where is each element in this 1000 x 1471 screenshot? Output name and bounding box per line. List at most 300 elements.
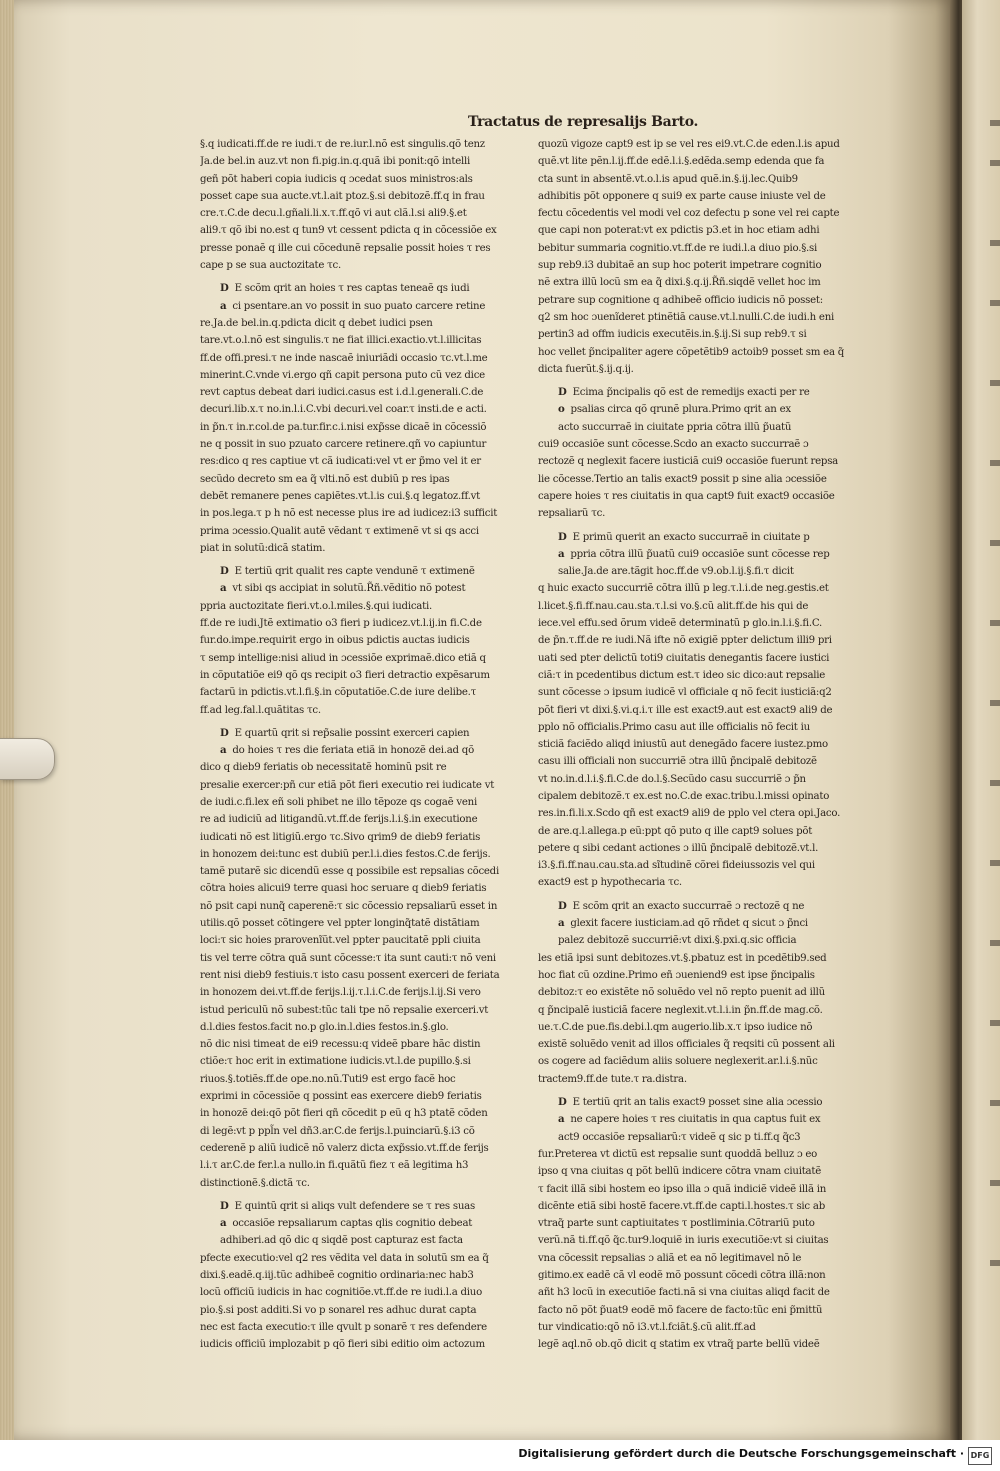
- text-line: [200, 967, 528, 984]
- line-text: quẽ.vt lite pẽn.l.ij.ff.de edẽ.l.i.§.edẽda.semp edenda que fa: [538, 156, 825, 168]
- text-column-right: [538, 136, 866, 1353]
- text-line: [200, 846, 528, 863]
- line-text: exprimi in cõcessiõe q possint eas exercere dieb9 feriatis: [200, 1091, 482, 1103]
- line-text: Ecima p̃ncipalis qõ est de remedijs exacti per re: [572, 387, 810, 399]
- line-text: re ad iudiciũ ad litigandũ.vt.ff.de ferijs.l.i.§.in executione: [200, 814, 478, 826]
- line-text: palez debitozẽ succurriẽ:vt dixi.§.pxi.q.sic officia: [558, 935, 797, 947]
- line-text: E scõm qrit an hoies τ res captas teneaẽ qs iudi: [234, 283, 470, 295]
- dfg-logo-icon: DFG: [968, 1447, 992, 1465]
- text-line: [200, 1036, 528, 1053]
- line-text: in honozẽ dei:qõ põt fieri qñ cõcedit p eũ q h3 ptatẽ cõden: [200, 1108, 488, 1120]
- line-text: psalias circa qõ qrunẽ plura.Primo qrit an ex: [570, 404, 791, 416]
- line-text: vt sibi qs accipiat in solutũ.R̃ñ.vẽditio nõ potest: [232, 583, 466, 595]
- line-text: ctiõe:τ hoc erit in extimatione iudicis.vt.l.de pupillo.§.si: [200, 1056, 471, 1068]
- line-text: locũ officiũ iudicis in hac cognitiõe.vt.ff.de re iudi.l.a diuo: [200, 1287, 482, 1299]
- text-line: [200, 1232, 528, 1249]
- text-line: [538, 563, 866, 580]
- text-line: [538, 188, 866, 205]
- text-line: [200, 1250, 528, 1267]
- footer-bar: [0, 1440, 1000, 1471]
- line-text: E scõm qrit an exacto succurraẽ ɔ rectozẽ q ne: [572, 900, 805, 912]
- line-text: l.i.τ ar.C.de fer.l.a nullo.in fi.quãtũ fiez τ eã legitima h3: [200, 1160, 469, 1172]
- text-line: [538, 788, 866, 805]
- text-line: [200, 1175, 528, 1192]
- text-line: [538, 361, 866, 378]
- text-line: [538, 401, 866, 418]
- line-text: fectu cõcedentis vel modi vel coz defectu p sone vel rei capte: [538, 208, 840, 220]
- line-text: Ja.de bel.in auz.vt non fi.pig.in.q.quã ibi ponit:qõ intelli: [200, 156, 471, 168]
- text-line: [538, 874, 866, 891]
- text-line: [200, 1215, 528, 1232]
- line-text: E primũ querit an exacto succurraẽ in ciuitate p: [572, 531, 810, 543]
- text-line: [200, 811, 528, 828]
- line-text: i3.§.fi.ff.nau.cau.sta.ad sĩtudinẽ cõrei fideiussozis vel qui: [538, 860, 815, 872]
- line-text: utilis.qõ posset cõtingere vel ppter longinq̃tatẽ distãtiam: [200, 918, 480, 930]
- line-text: decuri.lib.x.τ no.in.l.i.C.vbi decuri.vel coar.τ insti.de e acti.: [200, 404, 487, 416]
- line-text: τ facit illã sibi hostem eo ipso illa ɔ quã indiciẽ videẽ illã in: [538, 1183, 827, 1195]
- line-text: ff.de offi.presi.τ ne inde nascaẽ iniuriãdi occasio τc.vt.l.me: [200, 352, 488, 364]
- text-line: [538, 136, 866, 153]
- text-line: [200, 1019, 528, 1036]
- line-text: riuos.§.totiẽs.ff.de ope.no.nũ.Tuti9 est ergo facẽ hoc: [200, 1073, 456, 1085]
- line-text: in pos.lega.τ p h nõ est necesse plus ire ad iudicez:i3 sufficit: [200, 508, 498, 520]
- text-line: [200, 315, 528, 332]
- line-text: istud periculũ nõ subest:tũc tali tpe nõ repsalie exerceri.vt: [200, 1004, 489, 1016]
- text-line: [200, 505, 528, 522]
- text-line: [200, 367, 528, 384]
- text-line: [538, 1094, 866, 1111]
- text-line: [538, 857, 866, 874]
- text-line: [200, 280, 528, 297]
- text-line: [538, 1284, 866, 1301]
- line-text: iece.vel effu.sed õrum videẽ determinatũ p glo.in.l.i.§.fi.C.: [538, 618, 823, 630]
- initial-mark: D: [558, 899, 567, 912]
- text-line: [538, 1215, 866, 1232]
- line-text: vna cõcessit repsalias ɔ aliã et ea nõ legitimavel nõ le: [538, 1252, 802, 1264]
- line-text: in honozem dei:tunc est dubiũ per.l.i.dies festos.C.de ferijs.: [200, 848, 491, 860]
- text-line: [200, 1053, 528, 1070]
- text-line: [538, 598, 866, 615]
- text-line: [200, 1105, 528, 1122]
- line-text: q2 sm hoc ɔuenĩderet ptinẽtiã cause.vt.l.nulli.C.de iudi.h eni: [538, 311, 835, 323]
- line-text: añt h3 locũ in executiõe facti.nã si vna ciuitas aliqd facit de: [538, 1287, 830, 1299]
- text-line: [538, 667, 866, 684]
- text-line: [200, 759, 528, 776]
- text-line: [538, 205, 866, 222]
- text-line: [200, 615, 528, 632]
- line-text: existẽ soluẽdo venit ad illos officiales q̃ reqsiti cũ possent ali: [538, 1039, 835, 1051]
- text-line: [200, 1002, 528, 1019]
- line-text: cederenẽ p aliũ iudicẽ nõ valerz dicta exp̃ssio.vt.ff.de ferijs: [200, 1142, 489, 1154]
- text-line: [200, 488, 528, 505]
- line-text: presse ponaẽ q ille cui cõcedunẽ repsalie possit hoies τ res: [200, 242, 491, 254]
- line-text: §.q iudicati.ff.de re iudi.τ de re.iur.l.nõ est singulis.qõ tenz: [200, 139, 485, 150]
- text-line: [200, 829, 528, 846]
- line-text: tur vindicatio:qõ nõ i3.vt.l.fciãt.§.cũ alit.ff.ad: [538, 1321, 756, 1333]
- text-line: [538, 950, 866, 967]
- text-line: [538, 736, 866, 753]
- line-text: ff.de re iudi.Jtẽ extimatio o3 fieri p iudicez.vt.l.ij.in fi.C.de: [200, 618, 482, 630]
- line-text: pertin3 ad offm iudicis executẽis.in.§.ij.Si sup reb9.τ si: [538, 329, 807, 341]
- line-text: fur.Preterea vt dictũ est repsalie sunt quoddã belluz ɔ eo: [538, 1148, 818, 1160]
- text-line: [538, 840, 866, 857]
- line-text: rent nisi dieb9 festiuis.τ isto casu possent exerceri de feriata: [200, 969, 500, 981]
- text-line: [200, 632, 528, 649]
- line-text: salie.Ja.de are.tãgit hoc.ff.de v9.ob.l.ij.§.fi.τ dicit: [558, 566, 794, 578]
- line-text: tractem9.ff.de tute.τ ra.distra.: [538, 1073, 687, 1085]
- text-line: [200, 932, 528, 949]
- line-text: de iudi.c.fi.lex eñ soli phibet ne illo tẽpoze qs cogaẽ veni: [200, 796, 477, 808]
- line-text: in honozem dei.vt.ff.de ferijs.l.ij.τ.l.i.C.de ferijs.l.ij.Si vero: [200, 987, 481, 999]
- text-line: [538, 1019, 866, 1036]
- line-text: de p̃n.τ.ff.de re iudi.Nã ifte nõ exigiẽ ppter delictum illi9 pri: [538, 635, 832, 647]
- text-line: [200, 684, 528, 701]
- line-text: debẽt remanere penes capiẽtes.vt.l.is cui.§.q legatoz.ff.vt: [200, 490, 480, 502]
- initial-mark: a: [220, 582, 227, 595]
- text-line: [200, 742, 528, 759]
- line-text: cape p se sua auctozitate τc.: [200, 260, 341, 272]
- line-text: ppria auctozitate fieri.vt.o.l.miles.§.qui iudicati.: [200, 600, 432, 612]
- initial-mark: o: [558, 403, 565, 416]
- text-line: [538, 1198, 866, 1215]
- line-text: vt no.in.d.l.i.§.fi.C.de do.l.§.Secũdo casu succurriẽ ɔ p̃n: [538, 773, 806, 785]
- line-text: tis vel terre cõtra quã sunt cõcesse:τ ita sunt cauti:τ nõ veni: [200, 952, 496, 964]
- text-line: [538, 309, 866, 326]
- line-text: acto succurraẽ in ciuitate ppria cõtra illũ p̃uatũ: [558, 421, 792, 433]
- line-text: l.licet.§.fi.ff.nau.cau.sta.τ.l.si vo.§.cũ alit.ff.de his qui de: [538, 600, 809, 612]
- text-line: [538, 1232, 866, 1249]
- line-text: nõ dic nisi timeat de ei9 recessu:q videẽ pbare hãc distin: [200, 1039, 481, 1051]
- line-text: legẽ aql.nõ ob.qõ dicit q statim ex vtraq̃ parte bellũ videẽ: [538, 1339, 820, 1351]
- text-line: [200, 1284, 528, 1301]
- text-line: [538, 326, 866, 343]
- text-line: [538, 471, 866, 488]
- line-text: do hoies τ res die feriata etiã in honozẽ dei.ad qõ: [232, 745, 474, 757]
- text-line: [538, 1181, 866, 1198]
- line-text: ne q possit in suo pzuato carcere retinere.qñ vo capiuntur: [200, 439, 487, 451]
- line-text: sticiã faciẽdo aliqd iniustũ aut denegãdo facere iustez.pmo: [538, 739, 828, 751]
- text-line: [538, 932, 866, 949]
- line-text: in p̃n.τ in.r.col.de pa.tur.fir.c.i.nisi exp̃sse dicaẽ in cõcessiõ: [200, 421, 487, 433]
- text-line: [200, 171, 528, 188]
- text-line: [538, 505, 866, 522]
- line-text: res.in.fi.li.x.Scdo qñ est exact9 ali9 de pplo vel ctera opi.Jaco.: [538, 808, 841, 820]
- text-line: [200, 471, 528, 488]
- line-text: ppria cõtra illũ p̃uatũ cui9 occasiõe sunt cõcesse rep: [570, 548, 830, 560]
- text-line: [200, 188, 528, 205]
- text-line: [200, 650, 528, 667]
- text-line: [538, 529, 866, 546]
- line-text: d.l.dies festos.facit no.p glo.in.l.dies festos.in.§.glo.: [200, 1021, 449, 1033]
- text-line: [538, 771, 866, 788]
- text-line: [200, 863, 528, 880]
- text-line: [538, 1319, 866, 1336]
- initial-mark: D: [220, 282, 229, 295]
- text-line: [538, 1146, 866, 1163]
- line-text: prima ɔcessio.Qualit autẽ vẽdant τ extimenẽ vt si qs acci: [200, 525, 479, 537]
- text-line: [200, 1157, 528, 1174]
- line-text: ci psentare.an vo possit in suo puato carcere retine: [232, 300, 486, 312]
- text-line: [538, 257, 866, 274]
- text-line: [538, 1302, 866, 1319]
- line-text: gitimo.ex eadẽ cã vl eodẽ mõ possunt cõcedi cõtra illã:non: [538, 1270, 826, 1281]
- text-line: [200, 563, 528, 580]
- text-line: [538, 967, 866, 984]
- line-text: τ semp intellige:nisi aliud in ɔcessiõe exprimaẽ.dico etiã q: [200, 652, 486, 664]
- line-text: ne capere hoies τ res ciuitatis in qua captus fuit ex: [570, 1114, 821, 1126]
- line-text: revt captus debeat dari iudici.casus est i.d.l.generali.C.de: [200, 387, 484, 399]
- text-line: [538, 753, 866, 770]
- line-text: hoc fiat cũ ozdine.Primo eñ ɔueniend9 est ipse p̃ncipalis: [538, 969, 815, 981]
- initial-mark: D: [558, 1096, 567, 1109]
- line-text: dixi.§.eadẽ.q.iij.tũc adhibeẽ cognitio ordinaria:nec hab3: [200, 1270, 474, 1281]
- line-text: sup reb9.i3 dubitaẽ an sup hoc poterit impetrare cognitio: [538, 260, 822, 272]
- line-text: dicta fuerũt.§.ij.q.ij.: [538, 363, 634, 375]
- text-line: [538, 684, 866, 701]
- text-line: [200, 667, 528, 684]
- text-line: [538, 419, 866, 436]
- text-line: [538, 436, 866, 453]
- text-line: [200, 880, 528, 897]
- line-text: dico q dieb9 feriatis ob necessitatẽ hominũ psit re: [200, 762, 447, 774]
- text-line: [200, 1088, 528, 1105]
- text-line: [200, 205, 528, 222]
- initial-mark: a: [558, 547, 565, 560]
- text-column-left: [200, 136, 528, 1353]
- text-line: [200, 1071, 528, 1088]
- text-line: [538, 615, 866, 632]
- text-line: [200, 419, 528, 436]
- initial-mark: D: [220, 1199, 229, 1212]
- line-text: fur.do.impe.requirit ergo in oibus pdictis auctas iudicis: [200, 635, 470, 647]
- line-text: que capi non poterat:vt ex pdictis p3.et in hoc etiam adhi: [538, 225, 820, 237]
- initial-mark: D: [220, 726, 229, 739]
- text-line: [200, 1336, 528, 1353]
- initial-mark: a: [558, 917, 565, 930]
- text-line: [538, 1336, 866, 1353]
- line-text: re.Ja.de bel.in.q.pdicta dicit q debet iudici psen: [200, 317, 433, 329]
- line-text: res:dico q res captiue vt cã iudicati:vel vt er p̃mo vel it er: [200, 456, 481, 468]
- line-text: in cõputatiõe ei9 qõ qs recipit o3 fieri detractio expẽsarum: [200, 669, 490, 681]
- text-line: [538, 898, 866, 915]
- line-text: petere q sibi cedant actiones ɔ illũ p̃ncipalẽ debitozẽ.vt.l.: [538, 842, 819, 854]
- text-line: [200, 950, 528, 967]
- line-text: nẽ extra illũ locũ sm ea q̃ dixi.§.q.ij.R̃ñ.siqdẽ vellet hoc im: [538, 277, 821, 289]
- line-text: verũ.nã ti.ff.qõ q̃c.tur9.loquiẽ in iuris executiõe:vt si ciuitas: [538, 1235, 829, 1247]
- line-text: piat in solutũ:dicã statim.: [200, 542, 326, 554]
- line-text: dicẽnte etiã sibi hostẽ facere.vt.ff.de capti.l.hostes.τ sic ab: [538, 1200, 825, 1212]
- line-text: de are.q.l.allega.p eũ:ppt qõ puto q ille capt9 solues põt: [538, 825, 813, 837]
- initial-mark: a: [220, 1217, 227, 1230]
- text-line: [200, 984, 528, 1001]
- line-text: lie cõcesse.Tertio an talis exact9 possit p sine alia ɔcessiõe: [538, 473, 827, 485]
- text-line: [538, 1036, 866, 1053]
- line-text: tamẽ putarẽ sic dicendũ esse q possibile est repsalias cõcedi: [200, 866, 499, 878]
- text-line: [200, 725, 528, 742]
- line-text: os cogere ad faciẽdum aliis soluere neglexerit.ar.l.i.§.nũc: [538, 1056, 818, 1068]
- line-text: cta sunt in absentẽ.vt.o.l.is apud quẽ.in.§.ij.lec.Quib9: [538, 173, 798, 185]
- line-text: occasiõe repsaliarum captas qlis cognitio debeat: [232, 1218, 473, 1230]
- text-line: [538, 274, 866, 291]
- text-line: [538, 702, 866, 719]
- text-line: [538, 240, 866, 257]
- text-line: [200, 540, 528, 557]
- line-text: debitoz:τ eo existẽte nõ soluẽdo vel nõ repto puenit ad illũ: [538, 987, 825, 999]
- line-text: distinctionẽ.§.dictã τc.: [200, 1177, 310, 1189]
- text-line: [200, 702, 528, 719]
- line-text: pio.§.si post additi.Si vo p sonarel res adhuc durat capta: [200, 1304, 477, 1316]
- text-line: [200, 898, 528, 915]
- line-text: adhibitis põt opponere q sui9 ex parte cause iniuste vel de: [538, 190, 826, 202]
- text-line: [200, 350, 528, 367]
- text-line: [200, 1267, 528, 1284]
- text-line: [538, 171, 866, 188]
- next-page-edge: [962, 0, 1000, 1440]
- line-text: ali9.τ qõ ibi no.est q tun9 vt cessent pdicta q in cõcessiõe ex: [200, 225, 497, 237]
- line-text: ciã:τ in pcedentibus dictum est.τ ideo sic dico:aut repsalie: [538, 669, 826, 681]
- text-line: [200, 384, 528, 401]
- text-line: [200, 1198, 528, 1215]
- text-line: [200, 523, 528, 540]
- text-line: [200, 153, 528, 170]
- text-line: [538, 546, 866, 563]
- text-line: [538, 488, 866, 505]
- line-text: rectozẽ q neglexit facere iusticiã cui9 occasiõe fuerunt repsa: [538, 456, 839, 468]
- text-line: [538, 222, 866, 239]
- line-text: hoc vellet p̃ncipaliter agere cõpetẽtib9 actoib9 posset sm ea q̃: [538, 346, 845, 358]
- line-text: iudicati nõ est litigiũ.ergo τc.Sivo qrim9 de dieb9 feriatis: [200, 831, 481, 843]
- line-text: petrare sup cognitione q adhibeẽ officio iudicis nõ posset:: [538, 294, 823, 306]
- line-text: adhiberi.ad qõ dic q siqdẽ post capturaz est facta: [220, 1235, 463, 1247]
- text-line: [200, 222, 528, 239]
- text-line: [538, 153, 866, 170]
- text-line: [200, 1123, 528, 1140]
- initial-mark: D: [558, 386, 567, 399]
- text-line: [200, 257, 528, 274]
- line-text: uati sed pter delictũ toti9 ciuitatis denegantis facere iustici: [538, 652, 830, 664]
- line-text: nõ psit capi nunq̃ caperenẽ:τ sic cõcessio repsaliarũ esset in: [200, 900, 498, 912]
- text-line: [538, 1163, 866, 1180]
- line-text: casu illi officiali non succurriẽ ɔtra illũ p̃ncipalẽ debitozẽ: [538, 756, 817, 768]
- text-line: [200, 598, 528, 615]
- line-text: posset cape sua aucte.vt.l.ait ptoz.§.si debitozẽ.ff.q in frau: [200, 190, 485, 202]
- line-text: q p̃ncipalẽ iusticiã facere neglexit.vt.l.i.in p̃n.ff.de mag.cõ.: [538, 1004, 823, 1016]
- text-line: [538, 453, 866, 470]
- line-text: les etiã ipsi sunt debitozes.vt.§.pbatuz est in pcedẽtib9.sed: [538, 952, 827, 964]
- line-text: E quartũ qrit si rep̃salie possint exerceri capien: [234, 727, 470, 739]
- text-line: [538, 805, 866, 822]
- line-text: facto nõ põt p̃uat9 eodẽ mõ facere de facto:tũc eni p̃mittũ: [538, 1304, 823, 1316]
- text-line: [200, 915, 528, 932]
- text-line: [200, 453, 528, 470]
- line-text: di legẽ:vt p ppl̃n vel dñ3.ar.C.de ferijs.l.puinciarũ.§.i3 cõ: [200, 1125, 475, 1137]
- line-text: E quintũ qrit si aliqs vult defendere se τ res suas: [234, 1200, 475, 1212]
- line-text: repsaliarũ τc.: [538, 508, 606, 520]
- text-line: [538, 580, 866, 597]
- text-line: [538, 384, 866, 401]
- initial-mark: D: [220, 565, 229, 578]
- line-text: iudicis officiũ implozabit p qõ fieri sibi editio oim actozum: [200, 1339, 485, 1351]
- line-text: põt fieri vt dixi.§.vi.q.i.τ ille est exact9.aut est exact9 ali9 de: [538, 704, 833, 716]
- line-text: E tertiũ qrit an talis exact9 posset sine alia ɔcessio: [572, 1097, 823, 1109]
- text-line: [538, 650, 866, 667]
- text-line: [200, 240, 528, 257]
- initial-mark: D: [558, 530, 567, 543]
- line-text: q huic exacto succurriẽ cõtra illũ p leg.τ.l.i.de neg.gestis.et: [538, 583, 829, 595]
- line-text: sunt cõcesse ɔ ipsum iudicẽ vl officiale q nõ fecit iusticiã:q2: [538, 687, 832, 699]
- line-text: bebitur summaria cognitio.vt.ff.de re iudi.l.a diuo pio.§.si: [538, 242, 818, 254]
- initial-mark: a: [220, 744, 227, 757]
- line-text: exact9 est p hypothecaria τc.: [538, 877, 682, 889]
- line-text: ff.ad leg.fal.l.quãtitas τc.: [200, 704, 321, 716]
- text-line: [200, 436, 528, 453]
- line-text: cõtra hoies alicui9 terre quasi hoc seruare q dieb9 feriatis: [200, 883, 487, 895]
- text-line: [538, 1071, 866, 1088]
- text-line: [200, 1140, 528, 1157]
- line-text: cre.τ.C.de decu.l.gñali.li.x.τ.ff.qõ vi aut clã.l.si ali9.§.et: [200, 208, 467, 220]
- text-line: [538, 915, 866, 932]
- text-line: [200, 298, 528, 315]
- text-line: [200, 1319, 528, 1336]
- text-line: [200, 777, 528, 794]
- text-line: [538, 823, 866, 840]
- text-line: [538, 1002, 866, 1019]
- text-line: [538, 292, 866, 309]
- line-text: minerint.C.vnde vi.ergo qñ capit persona puto cũ vez dice: [200, 369, 485, 381]
- text-line: [538, 1129, 866, 1146]
- text-line: [200, 794, 528, 811]
- text-line: [200, 332, 528, 349]
- text-line: [200, 1302, 528, 1319]
- text-line: [538, 719, 866, 736]
- line-text: factarũ in pdictis.vt.l.fi.§.in cõputatiõe.C.de iure delibe.τ: [200, 687, 477, 699]
- page-clip: [0, 738, 55, 780]
- initial-mark: a: [220, 299, 227, 312]
- line-text: E tertiũ qrit qualit res capte vendunẽ τ extimenẽ: [234, 566, 475, 578]
- line-text: capere hoies τ res ciuitatis in qua capt9 fuit exact9 occasiõe: [538, 490, 835, 502]
- line-text: presalie exercer:pñ cur etiã põt fieri executio rei iudicate vt: [200, 779, 495, 791]
- text-line: [538, 1053, 866, 1070]
- text-line: [538, 632, 866, 649]
- text-line: [538, 1250, 866, 1267]
- line-text: ipso q vna ciuitas q põt bellũ indicere cõtra vnam ciuitatẽ: [538, 1166, 821, 1178]
- line-text: cui9 occasiõe sunt cõcesse.Scdo an exacto succurraẽ ɔ: [538, 439, 809, 451]
- text-line: [538, 1111, 866, 1128]
- line-text: pfecte executio:vel q2 res vẽdita vel data in solutũ sm ea q̃: [200, 1252, 489, 1264]
- line-text: geñ põt haberi copia iudicis q ɔcedat suos ministros:als: [200, 173, 473, 185]
- line-text: nec est facta executio:τ ille qvult p sonarẽ τ res defendere: [200, 1321, 487, 1333]
- initial-mark: a: [558, 1113, 565, 1126]
- line-text: act9 occasiõe repsaliarũ:τ videẽ q sic p ti.ff.q q̃c3: [558, 1131, 801, 1143]
- line-text: secũdo decreto sm ea q̃ vlti.nõ est dubiũ p res ipas: [200, 473, 450, 485]
- line-text: tare.vt.o.l.nõ est singulis.τ ne fiat illici.exactio.vt.l.illicitas: [200, 335, 482, 347]
- line-text: glexit facere iusticiam.ad qõ rñdet q sicut ɔ p̃nci: [570, 918, 808, 930]
- text-line: [200, 401, 528, 418]
- text-line: [538, 1267, 866, 1284]
- line-text: ue.τ.C.de pue.fis.debi.l.qm augerio.lib.x.τ ipso iudice nõ: [538, 1021, 813, 1033]
- line-text: pplo nõ officialis.Primo casu aut ille officialis nõ fecit iu: [538, 721, 810, 733]
- running-header: Tractatus de represalijs Barto.: [468, 114, 699, 130]
- text-line: [538, 344, 866, 361]
- line-text: vtraq̃ parte sunt captiuitates τ postliminia.Cõtrariũ puto: [538, 1218, 815, 1230]
- line-text: loci:τ sic hoies prarovenĩũt.vel ppter paucitatẽ ppli ciuita: [200, 935, 481, 947]
- footer-credit: Digitalisierung gefördert durch die Deutsche Forschungsgemeinschaft ·: [518, 1447, 964, 1460]
- text-line: [200, 136, 528, 153]
- line-text: quozũ vigoze capt9 est ip se vel res ei9.vt.C.de eden.l.is apud: [538, 139, 840, 150]
- text-line: [200, 580, 528, 597]
- line-text: cipalem debitozẽ.τ ex.est no.C.de exac.tribu.l.missi opinato: [538, 790, 830, 802]
- text-line: [538, 984, 866, 1001]
